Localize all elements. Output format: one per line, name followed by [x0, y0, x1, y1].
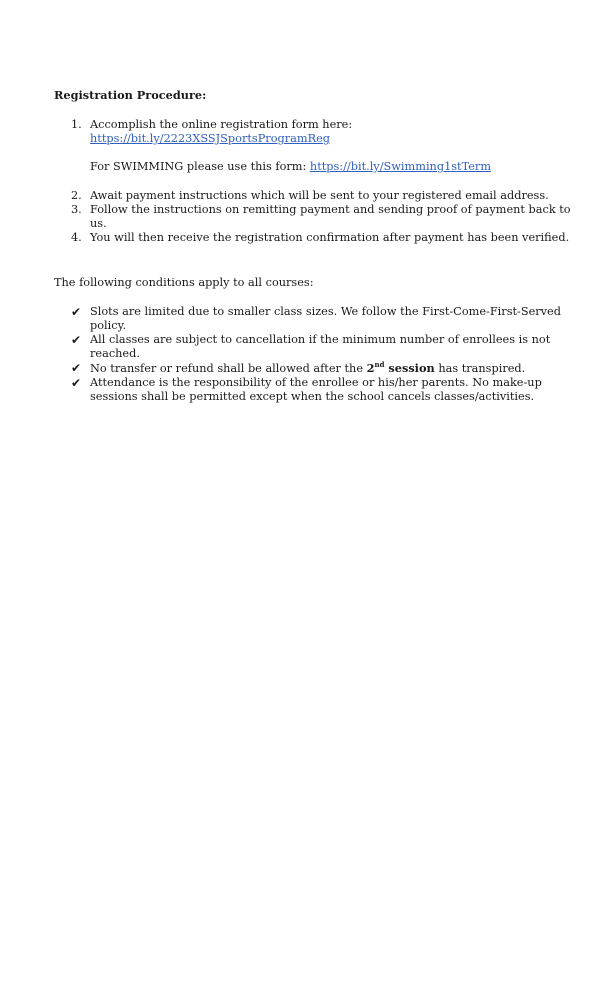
- condition-item: [71, 376, 584, 404]
- condition-text: Attendance is the responsibility of the enrollee or his/her parents. No make-up sessions shall be permitted except when the school cancels classes/activities.: [90, 376, 542, 403]
- step-number: 3.: [71, 203, 82, 216]
- step-item: [71, 203, 584, 231]
- swimming-form-link[interactable]: https://bit.ly/Swimming1stTerm: [309, 160, 492, 173]
- condition-item: [71, 333, 584, 361]
- checkmark-icon: ✔: [71, 305, 82, 319]
- step-number: 2.: [71, 189, 82, 202]
- session-number: 2: [366, 361, 375, 375]
- session-emphasis: [367, 361, 435, 375]
- step-text: Await payment instructions which will be sent to your registered email address.: [90, 189, 549, 202]
- step-text: Follow the instructions on remitting payment and sending proof of payment back to us.: [90, 203, 571, 230]
- swimming-note-text: For SWIMMING please use this form:: [90, 160, 310, 173]
- condition-text: All classes are subject to cancellation if the minimum number of enrollees is not reached.: [90, 333, 551, 360]
- session-word: session: [384, 361, 435, 375]
- registration-steps: [54, 118, 584, 245]
- swimming-note: [90, 160, 584, 174]
- step-number: 1.: [71, 118, 82, 131]
- step-number: 4.: [71, 231, 82, 244]
- conditions-intro: The following conditions apply to all courses:: [54, 276, 314, 289]
- step-item: [71, 118, 584, 174]
- condition-text: Slots are limited due to smaller class sizes. We follow the First-Come-First-Served policy.: [90, 305, 561, 332]
- checkmark-icon: ✔: [71, 361, 82, 375]
- registration-form-link[interactable]: https://bit.ly/2223XSSJSportsProgramReg: [90, 132, 330, 145]
- step-text: You will then receive the registration confirmation after payment has been verified.: [90, 231, 570, 244]
- checkmark-icon: ✔: [71, 376, 82, 390]
- checkmark-icon: ✔: [71, 333, 82, 347]
- step-item: [71, 231, 584, 245]
- condition-text-after: has transpired.: [434, 362, 526, 375]
- section-heading: Registration Procedure:: [54, 88, 207, 102]
- document-content: [54, 88, 584, 404]
- condition-item: [71, 305, 584, 333]
- condition-item: [71, 360, 584, 376]
- conditions-list: [54, 305, 584, 404]
- step-item: [71, 189, 584, 203]
- step-text: Accomplish the online registration form here:: [90, 118, 353, 131]
- condition-text-before: No transfer or refund shall be allowed after the: [90, 362, 367, 375]
- session-ordinal-suffix: nd: [374, 360, 385, 370]
